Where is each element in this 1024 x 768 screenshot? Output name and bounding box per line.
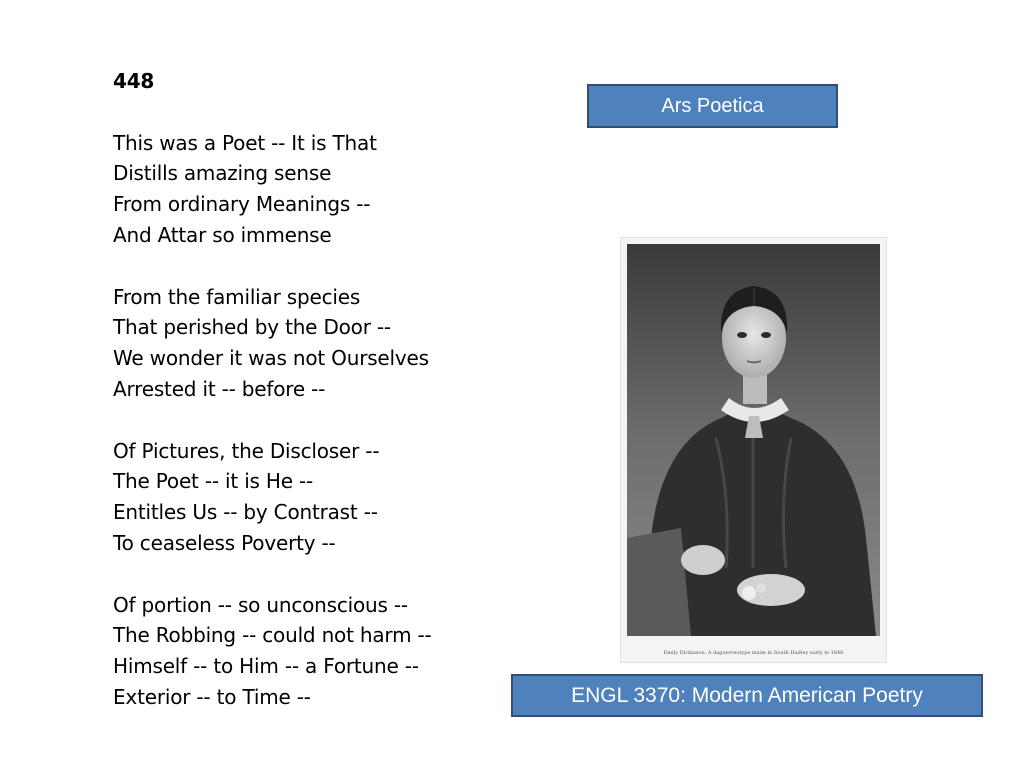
poem bbox=[113, 66, 432, 713]
course-label: ENGL 3370: Modern American Poetry bbox=[511, 674, 983, 717]
emily-dickinson-portrait bbox=[621, 238, 886, 662]
poem-line: From ordinary Meanings -- bbox=[113, 192, 371, 217]
poem-line: We wonder it was not Ourselves bbox=[113, 346, 429, 371]
poem-line: The Poet -- it is He -- bbox=[113, 469, 314, 494]
portrait-image bbox=[621, 238, 886, 662]
poem-line: That perished by the Door -- bbox=[113, 315, 391, 340]
poem-line: Himself -- to Him -- a Fortune -- bbox=[113, 654, 419, 679]
portrait-caption: Emily Dickinson. A daguerreotype made in South Hadley early in 1848 bbox=[663, 650, 844, 656]
poem-line: Distills amazing sense bbox=[113, 161, 332, 186]
stanza bbox=[113, 282, 432, 405]
poem-line: Exterior -- to Time -- bbox=[113, 684, 311, 709]
stanza bbox=[113, 590, 432, 713]
poem-number: 448 bbox=[113, 69, 155, 93]
poem-line: The Robbing -- could not harm -- bbox=[113, 623, 432, 648]
poem-line: Entitles Us -- by Contrast -- bbox=[113, 500, 378, 525]
poem-line: And Attar so immense bbox=[113, 222, 332, 247]
stanza bbox=[113, 436, 432, 559]
poem-line: From the familiar species bbox=[113, 284, 361, 309]
poem-line: Of Pictures, the Discloser -- bbox=[113, 438, 380, 463]
poem-line: This was a Poet -- It is That bbox=[113, 130, 377, 155]
poem-line: Arrested it -- before -- bbox=[113, 376, 326, 401]
poem-line: To ceaseless Poverty -- bbox=[113, 530, 336, 555]
stanza bbox=[113, 128, 432, 251]
poem-line: Of portion -- so unconscious -- bbox=[113, 592, 408, 617]
ars-poetica-label: Ars Poetica bbox=[587, 84, 838, 128]
